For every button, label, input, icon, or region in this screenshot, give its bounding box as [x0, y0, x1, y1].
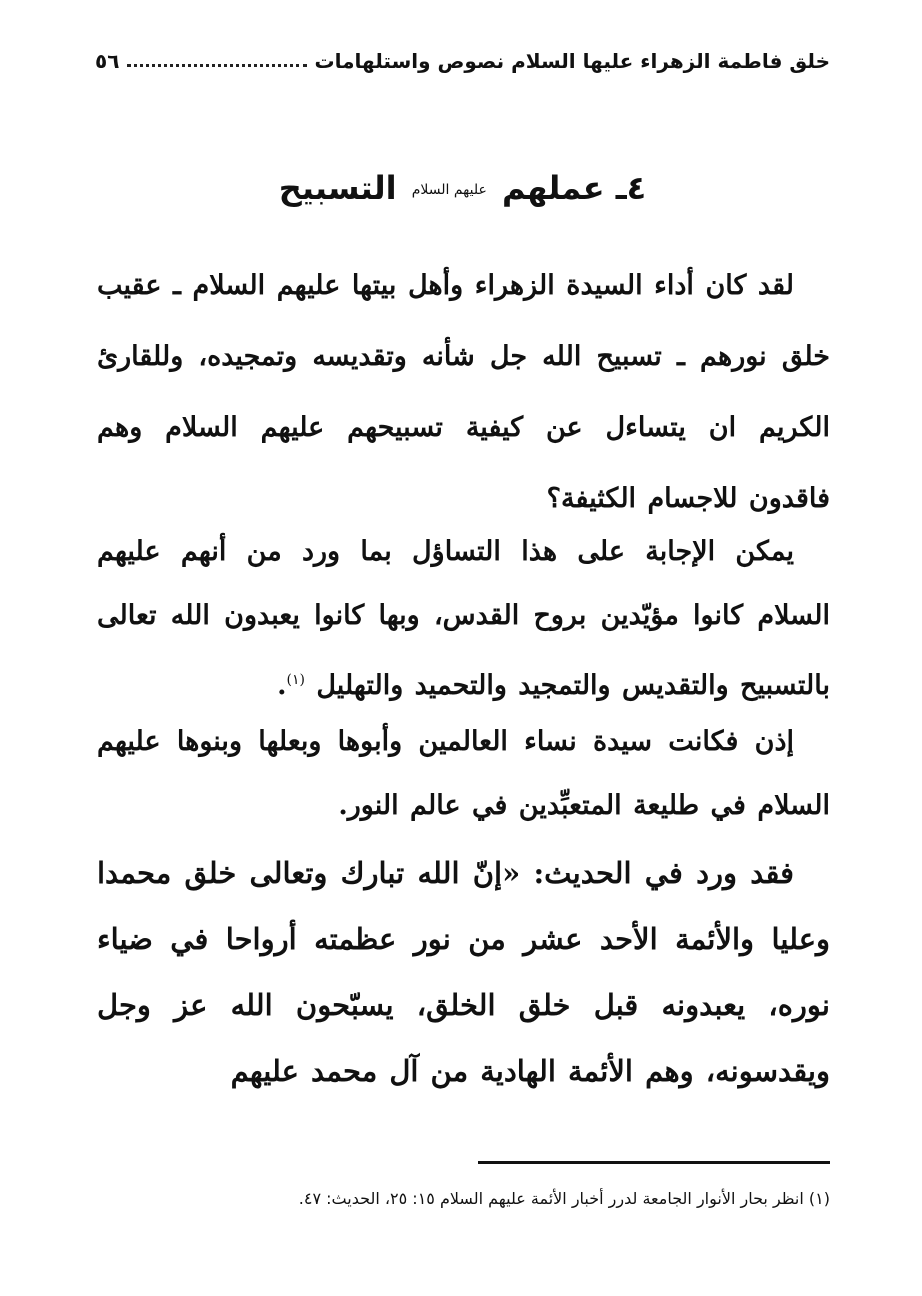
- paragraph-3-text: إذن فكانت سيدة نساء العالمين وأبوها وبعلها وبنوها عليهم السلام في طليعة المتعبِّدين في عالم النور.: [97, 726, 830, 821]
- footnote: (١) انظر بحار الأنوار الجامعة لدرر أخبار الأئمة عليهم السلام ١٥: ٢٥، الحديث: ٤٧.: [298, 1189, 830, 1208]
- section-title-end: التسبيح: [278, 169, 397, 207]
- paragraph-1: [97, 250, 830, 534]
- honorific-mark: عليهم السلام: [411, 182, 487, 198]
- paragraph-3: [97, 710, 830, 838]
- paragraph-2: [97, 520, 830, 718]
- footnote-separator: [478, 1161, 830, 1164]
- footnote-reference[interactable]: (١): [286, 672, 305, 688]
- running-header: [95, 44, 830, 78]
- book-title: خلق فاطمة الزهراء عليها السلام نصوص واستلهامات: [314, 49, 830, 73]
- paragraph-4-text: فقد ورد في الحديث: «إنّ الله تبارك وتعالى خلق محمدا وعليا والأئمة الأحد عشر من نور عظمته أرواحا في ضياء نوره، يعبدونه قبل خلق الخلق، يسبّحون الله عز وجل ويقدسونه، وهم الأئمة الهادية من آل محمد عليهم: [97, 856, 830, 1088]
- paragraph-2-text: يمكن الإجابة على هذا التساؤل بما ورد من أنهم عليهم السلام كانوا مؤيّدين بروح القدس، وبها كانوا يعبدون الله تعالى بالتسبيح والتقديس والتمجيد والتحميد والتهليل: [97, 536, 830, 701]
- section-heading: [95, 166, 830, 212]
- section-title-start: ٤ـ عملهم: [501, 169, 647, 207]
- paragraph-1-text: لقد كان أداء السيدة الزهراء وأهل بيتها عليهم السلام ـ عقيب خلق نورهم ـ تسبيح الله جل شأنه وتقديسه وتمجيده، وللقارئ الكريم ان يتساءل عن كيفية تسبيحهم عليهم السلام وهم فاقدون للاجسام الكثيفة؟: [97, 270, 830, 514]
- paragraph-2-end: .: [277, 670, 287, 701]
- paragraph-4: [97, 840, 830, 1104]
- page-number: ٥٦: [95, 49, 120, 73]
- dot-leader: [127, 64, 306, 67]
